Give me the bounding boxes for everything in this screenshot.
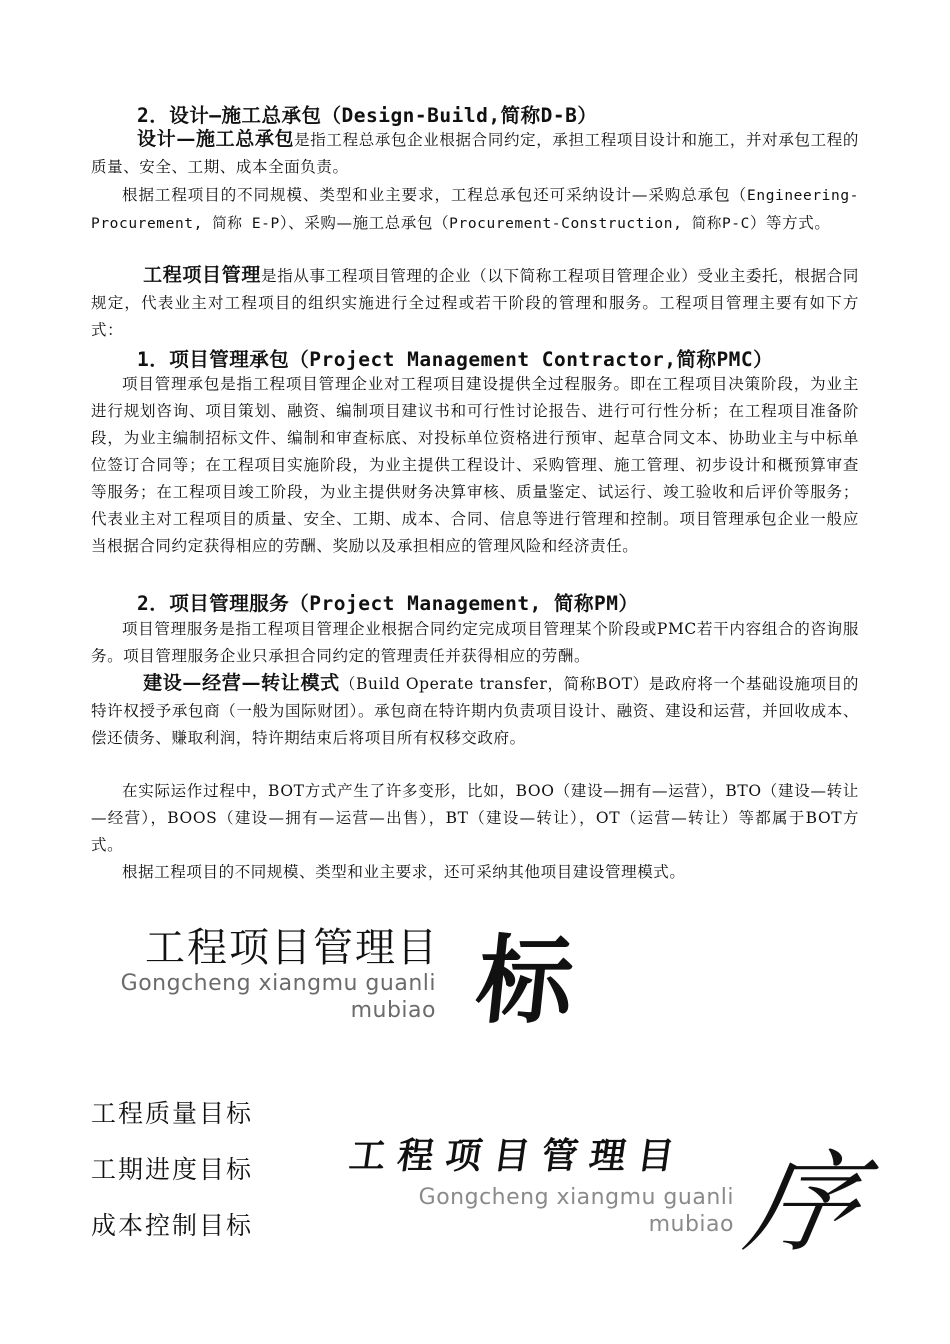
db-variants-ep: Engineering-Procurement, 简称 E-P: [91, 188, 859, 232]
banner1-subtitle: Gongcheng xiangmu guanli mubiao: [120, 971, 436, 1023]
db-term: 设计—施工总承包: [137, 128, 295, 150]
pm-term: 工程项目管理: [143, 264, 262, 286]
goal-schedule: 工期进度目标: [91, 1155, 254, 1184]
bot-paragraph: [91, 670, 859, 752]
db-paragraph: [91, 126, 859, 181]
banner1-big-char: 标: [471, 925, 580, 1037]
pmc-paragraph: 项目管理承包是指工程项目管理企业对工程项目建设提供全过程服务。即在工程项目决策阶段，为业主进行规划咨询、项目策划、融资、编制项目建议书和可行性讨论报告、进行可行性分析；在工程项目准备阶段，为业主编制招标文件、编制和审查标底、对投标单位资格进行预审、起草合同文本、协助业主与中标单位签订合同等；在工程项目实施阶段，为业主提供工程设计、采购管理、施工管理、初步设计和概预算审查等服务；在工程项目竣工阶段，为业主提供财务决算审核、质量鉴定、试运行、竣工验收和后评价等服务；代表业主对工程项目的质量、安全、工期、成本、合同、信息等进行管理和控制。项目管理承包企业一般应当根据合同约定获得相应的劳酬、奖励以及承担相应的管理风险和经济责任。: [91, 375, 859, 555]
banner2-big-char: 序: [737, 1139, 870, 1267]
closing-paragraph: 根据工程项目的不同规模、类型和业主要求，还可采纳其他项目建设管理模式。: [122, 863, 686, 881]
goal-cost: 成本控制目标: [91, 1211, 254, 1240]
bot-variants-paragraph: 在实际运作过程中，BOT方式产生了许多变形，比如，BOO（建设—拥有—运营），BTO（建设—转让—经营），BOOS（建设—拥有—运营—出售），BT（建设—转让），OT（运营—转让）等都属于BOT方式。: [91, 782, 859, 854]
pm-service-paragraph: 项目管理服务是指工程项目管理企业根据合同约定完成项目管理某个阶段或PMC若干内容组合的咨询服务。项目管理服务企业只承担合同约定的管理责任并获得相应的劳酬。: [91, 620, 859, 665]
db-variants-c: ）等方式。: [749, 214, 831, 232]
banner1-title: 工程项目管理目: [145, 925, 439, 971]
banner2-subtitle: Gongcheng xiangmu guanli mubiao: [418, 1185, 734, 1237]
banner2-title: 工程项目管理目: [346, 1135, 689, 1177]
pm-service-heading: 2．项目管理服务（Project Management, 简称PM）: [137, 592, 639, 615]
db-variants-paragraph: [91, 182, 859, 238]
pmc-heading: 1．项目管理承包（Project Management Contractor,简称PMC）: [137, 348, 774, 371]
db-text: 是指工程总承包企业根据合同约定，承担工程项目设计和施工，并对承包工程的质量、安全、工期、成本全面负责。: [91, 131, 859, 176]
goal-quality: 工程质量目标: [91, 1099, 254, 1128]
db-variants-b: ）、采购—施工总承包（: [279, 214, 450, 232]
bot-term: 建设—经营—转让模式: [143, 672, 340, 694]
pm-paragraph: [91, 262, 859, 344]
bot-text: （Build Operate transfer，简称BOT）是政府将一个基础设施项目的特许权授予承包商（一般为国际财团）。承包商在特许期内负责项目设计、融资、建设和运营，并回收成本、偿还债务、赚取利润，特许期结束后将项目所有权移交政府。: [91, 675, 859, 747]
db-variants-a: 根据工程项目的不同规模、类型和业主要求，工程总承包还可采纳设计—采购总承包（: [122, 186, 748, 204]
db-heading: 2．设计—施工总承包（Design-Build,简称D-B）: [137, 104, 598, 127]
pm-text: 是指从事工程项目管理的企业（以下简称工程项目管理企业）受业主委托，根据合同规定，代表业主对工程项目的组织实施进行全过程或若干阶段的管理和服务。工程项目管理主要有如下方式：: [91, 267, 859, 339]
db-variants-pc: Procurement-Construction, 简称P-C: [449, 216, 750, 232]
